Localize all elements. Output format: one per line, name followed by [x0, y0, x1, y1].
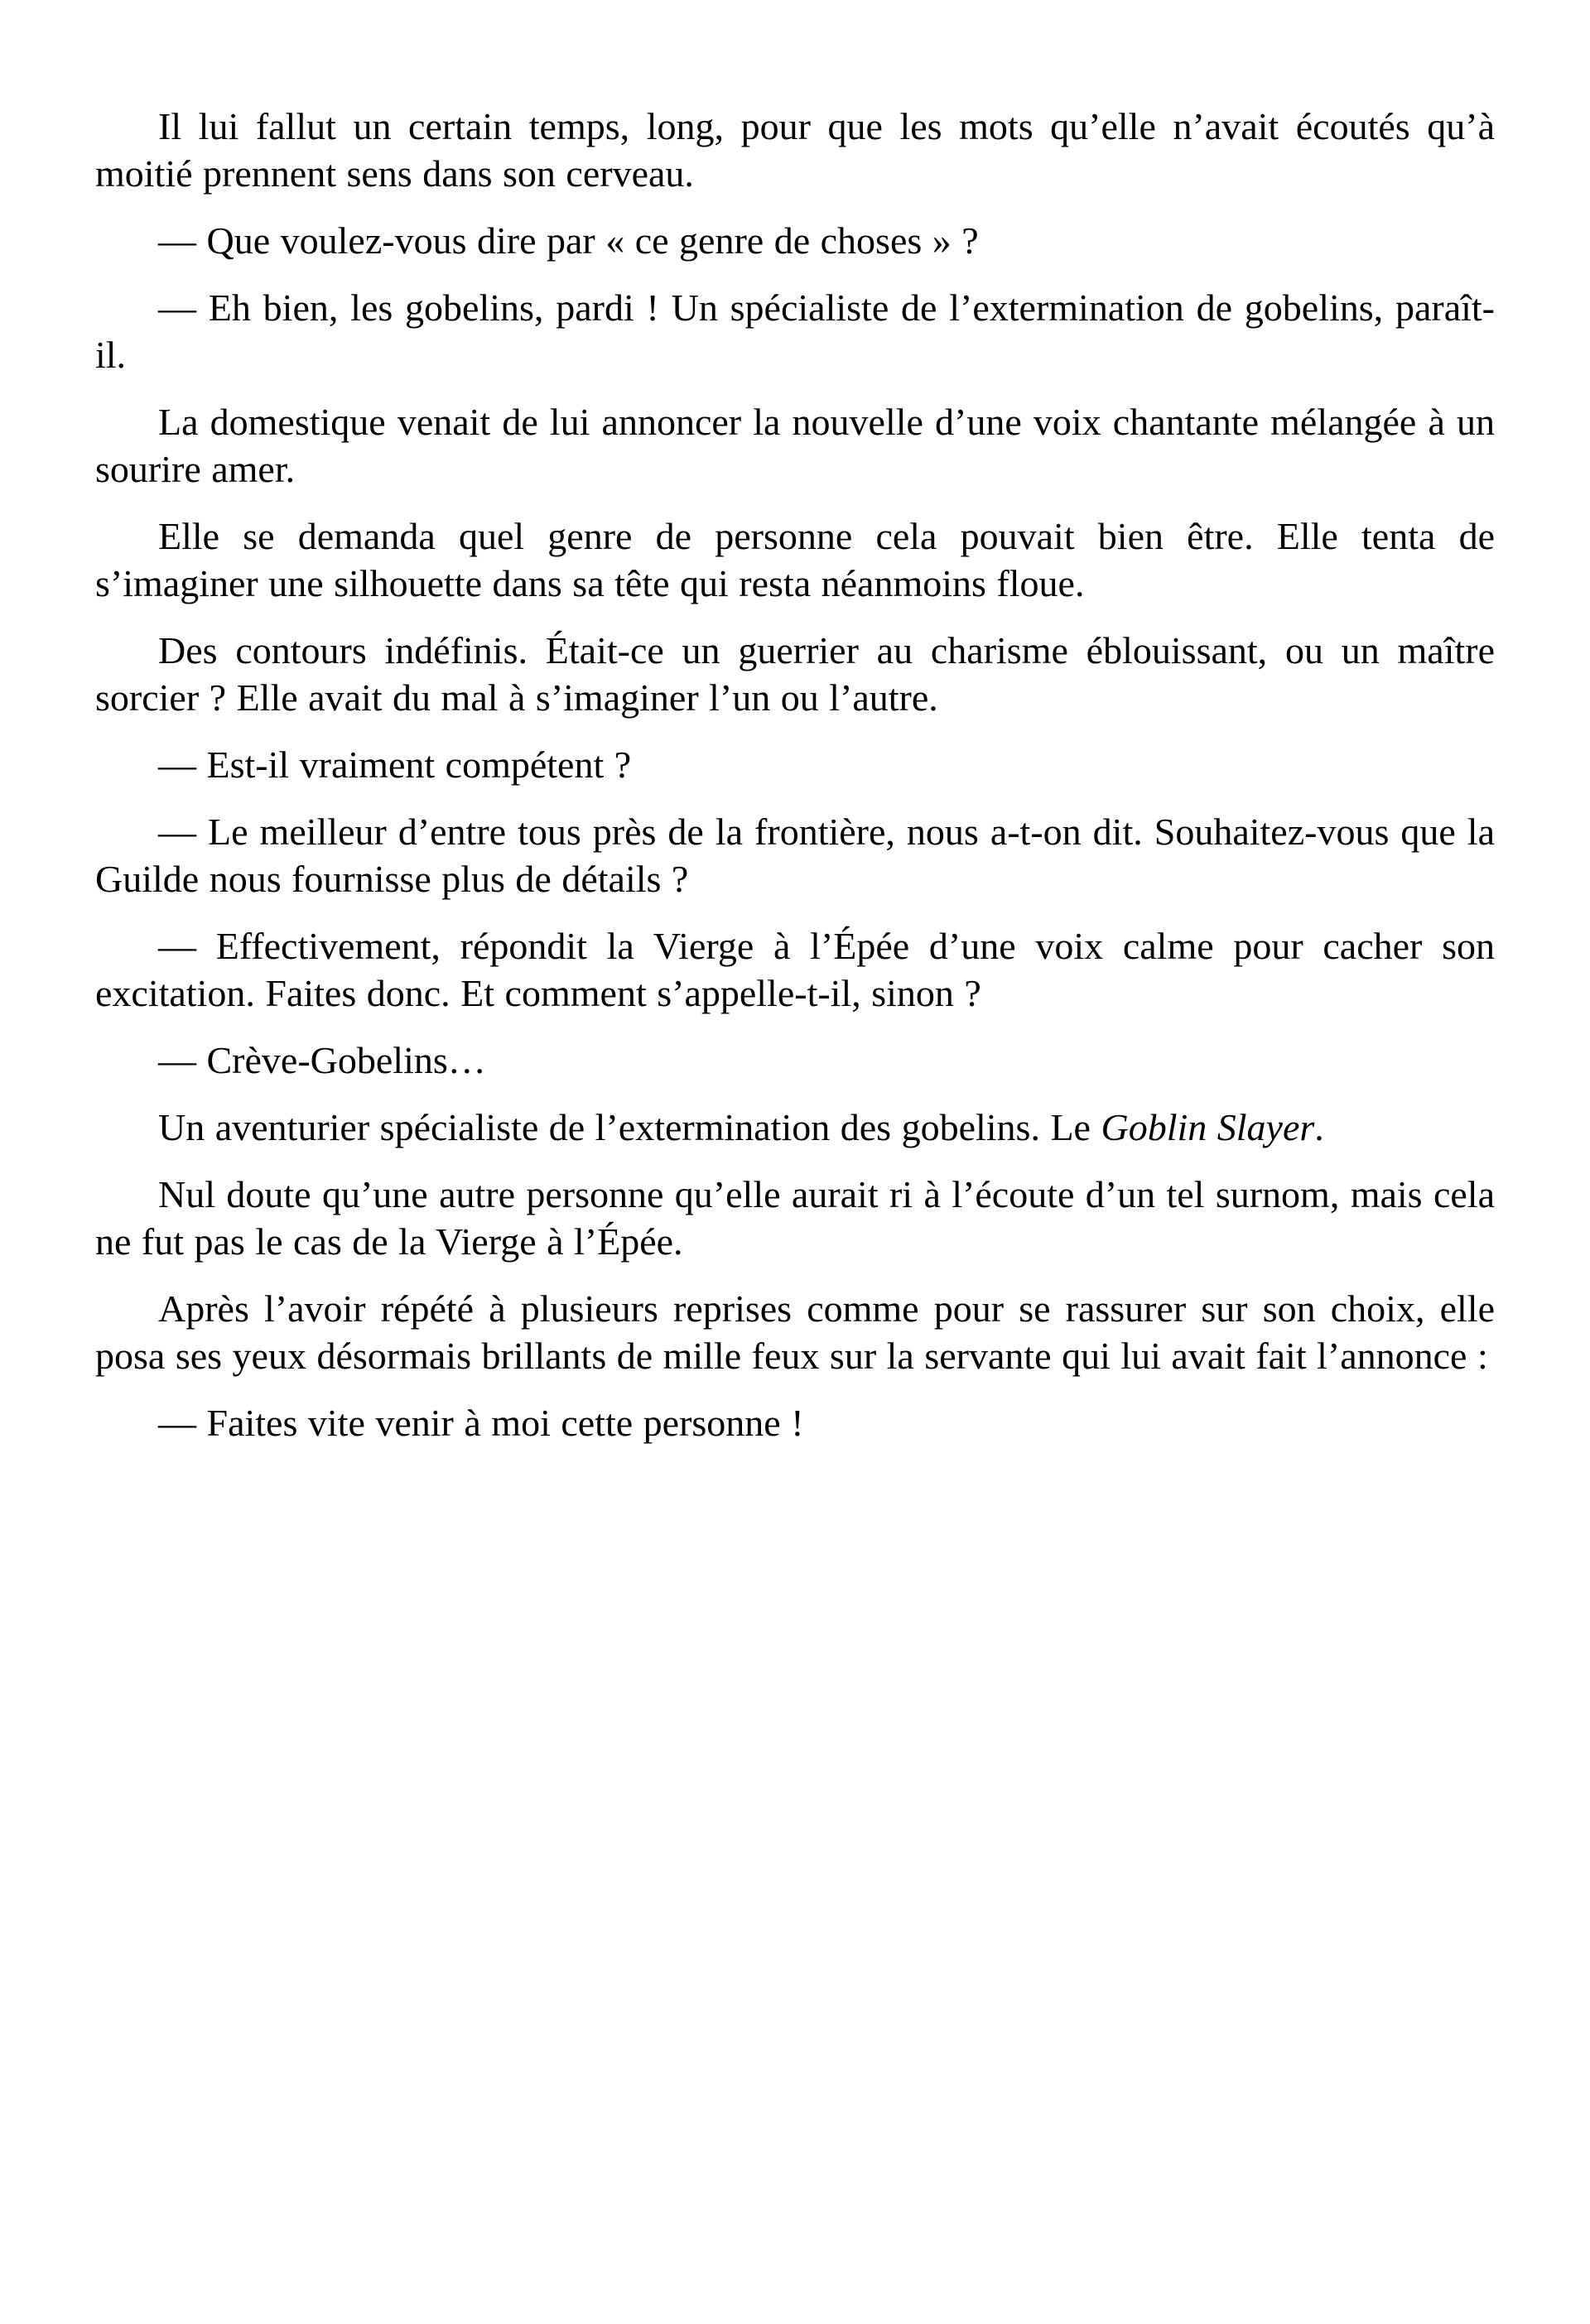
paragraph — [95, 808, 1495, 902]
paragraph — [95, 1399, 1495, 1446]
text-run: Elle se demanda quel genre de personne cela pouvait bien être. Elle tenta de s’imaginer une silhouette dans sa tête qui resta néanmoins floue. — [95, 515, 1495, 604]
paragraph — [95, 217, 1495, 264]
text-run: Nul doute qu’une autre personne qu’elle aurait ri à l’écoute d’un tel surnom, mais cela ne fut pas le cas de la Vierge à l’Épée. — [95, 1173, 1495, 1263]
paragraph — [95, 1037, 1495, 1084]
italic-text-run: Goblin Slayer — [1101, 1106, 1315, 1148]
text-run: Des contours indéfinis. Était-ce un guerrier au charisme éblouissant, ou un maître sorcier ? Elle avait du mal à s’imaginer l’un ou l’autre. — [95, 629, 1495, 719]
paragraph — [95, 1171, 1495, 1265]
text-block — [95, 103, 1495, 1446]
paragraph — [95, 398, 1495, 493]
text-run: La domestique venait de lui annoncer la nouvelle d’une voix chantante mélangée à un sourire amer. — [95, 401, 1495, 490]
text-run: . — [1314, 1106, 1324, 1148]
paragraph — [95, 627, 1495, 721]
text-run: — Effectivement, répondit la Vierge à l’Épée d’une voix calme pour cacher son excitation. Faites donc. Et comment s’appelle-t-il, sinon ? — [95, 925, 1495, 1014]
paragraph — [95, 284, 1495, 378]
text-run: — Crève-Gobelins… — [158, 1039, 486, 1081]
paragraph — [95, 512, 1495, 607]
text-run: Après l’avoir répété à plusieurs reprises comme pour se rassurer sur son choix, elle posa ses yeux désormais brillants de mille feux sur la servante qui lui avait fait l’annonce : — [95, 1287, 1495, 1377]
paragraph — [95, 103, 1495, 197]
text-run: — Le meilleur d’entre tous près de la frontière, nous a-t-on dit. Souhaitez-vous que la Guilde nous fournisse plus de détails ? — [95, 811, 1495, 900]
text-run: Un aventurier spécialiste de l’extermination des gobelins. Le — [158, 1106, 1101, 1148]
text-run: — Que voulez-vous dire par « ce genre de choses » ? — [158, 219, 979, 262]
text-run: Il lui fallut un certain temps, long, pour que les mots qu’elle n’avait écoutés qu’à moitié prennent sens dans son cerveau. — [95, 105, 1495, 195]
text-run: — Eh bien, les gobelins, pardi ! Un spécialiste de l’extermination de gobelins, paraît-il. — [95, 286, 1495, 376]
paragraph — [95, 1104, 1495, 1151]
paragraph — [95, 1285, 1495, 1379]
paragraph — [95, 741, 1495, 788]
text-run: — Est-il vraiment compétent ? — [158, 743, 632, 786]
text-run: — Faites vite venir à moi cette personne ! — [158, 1402, 804, 1444]
paragraph — [95, 922, 1495, 1017]
